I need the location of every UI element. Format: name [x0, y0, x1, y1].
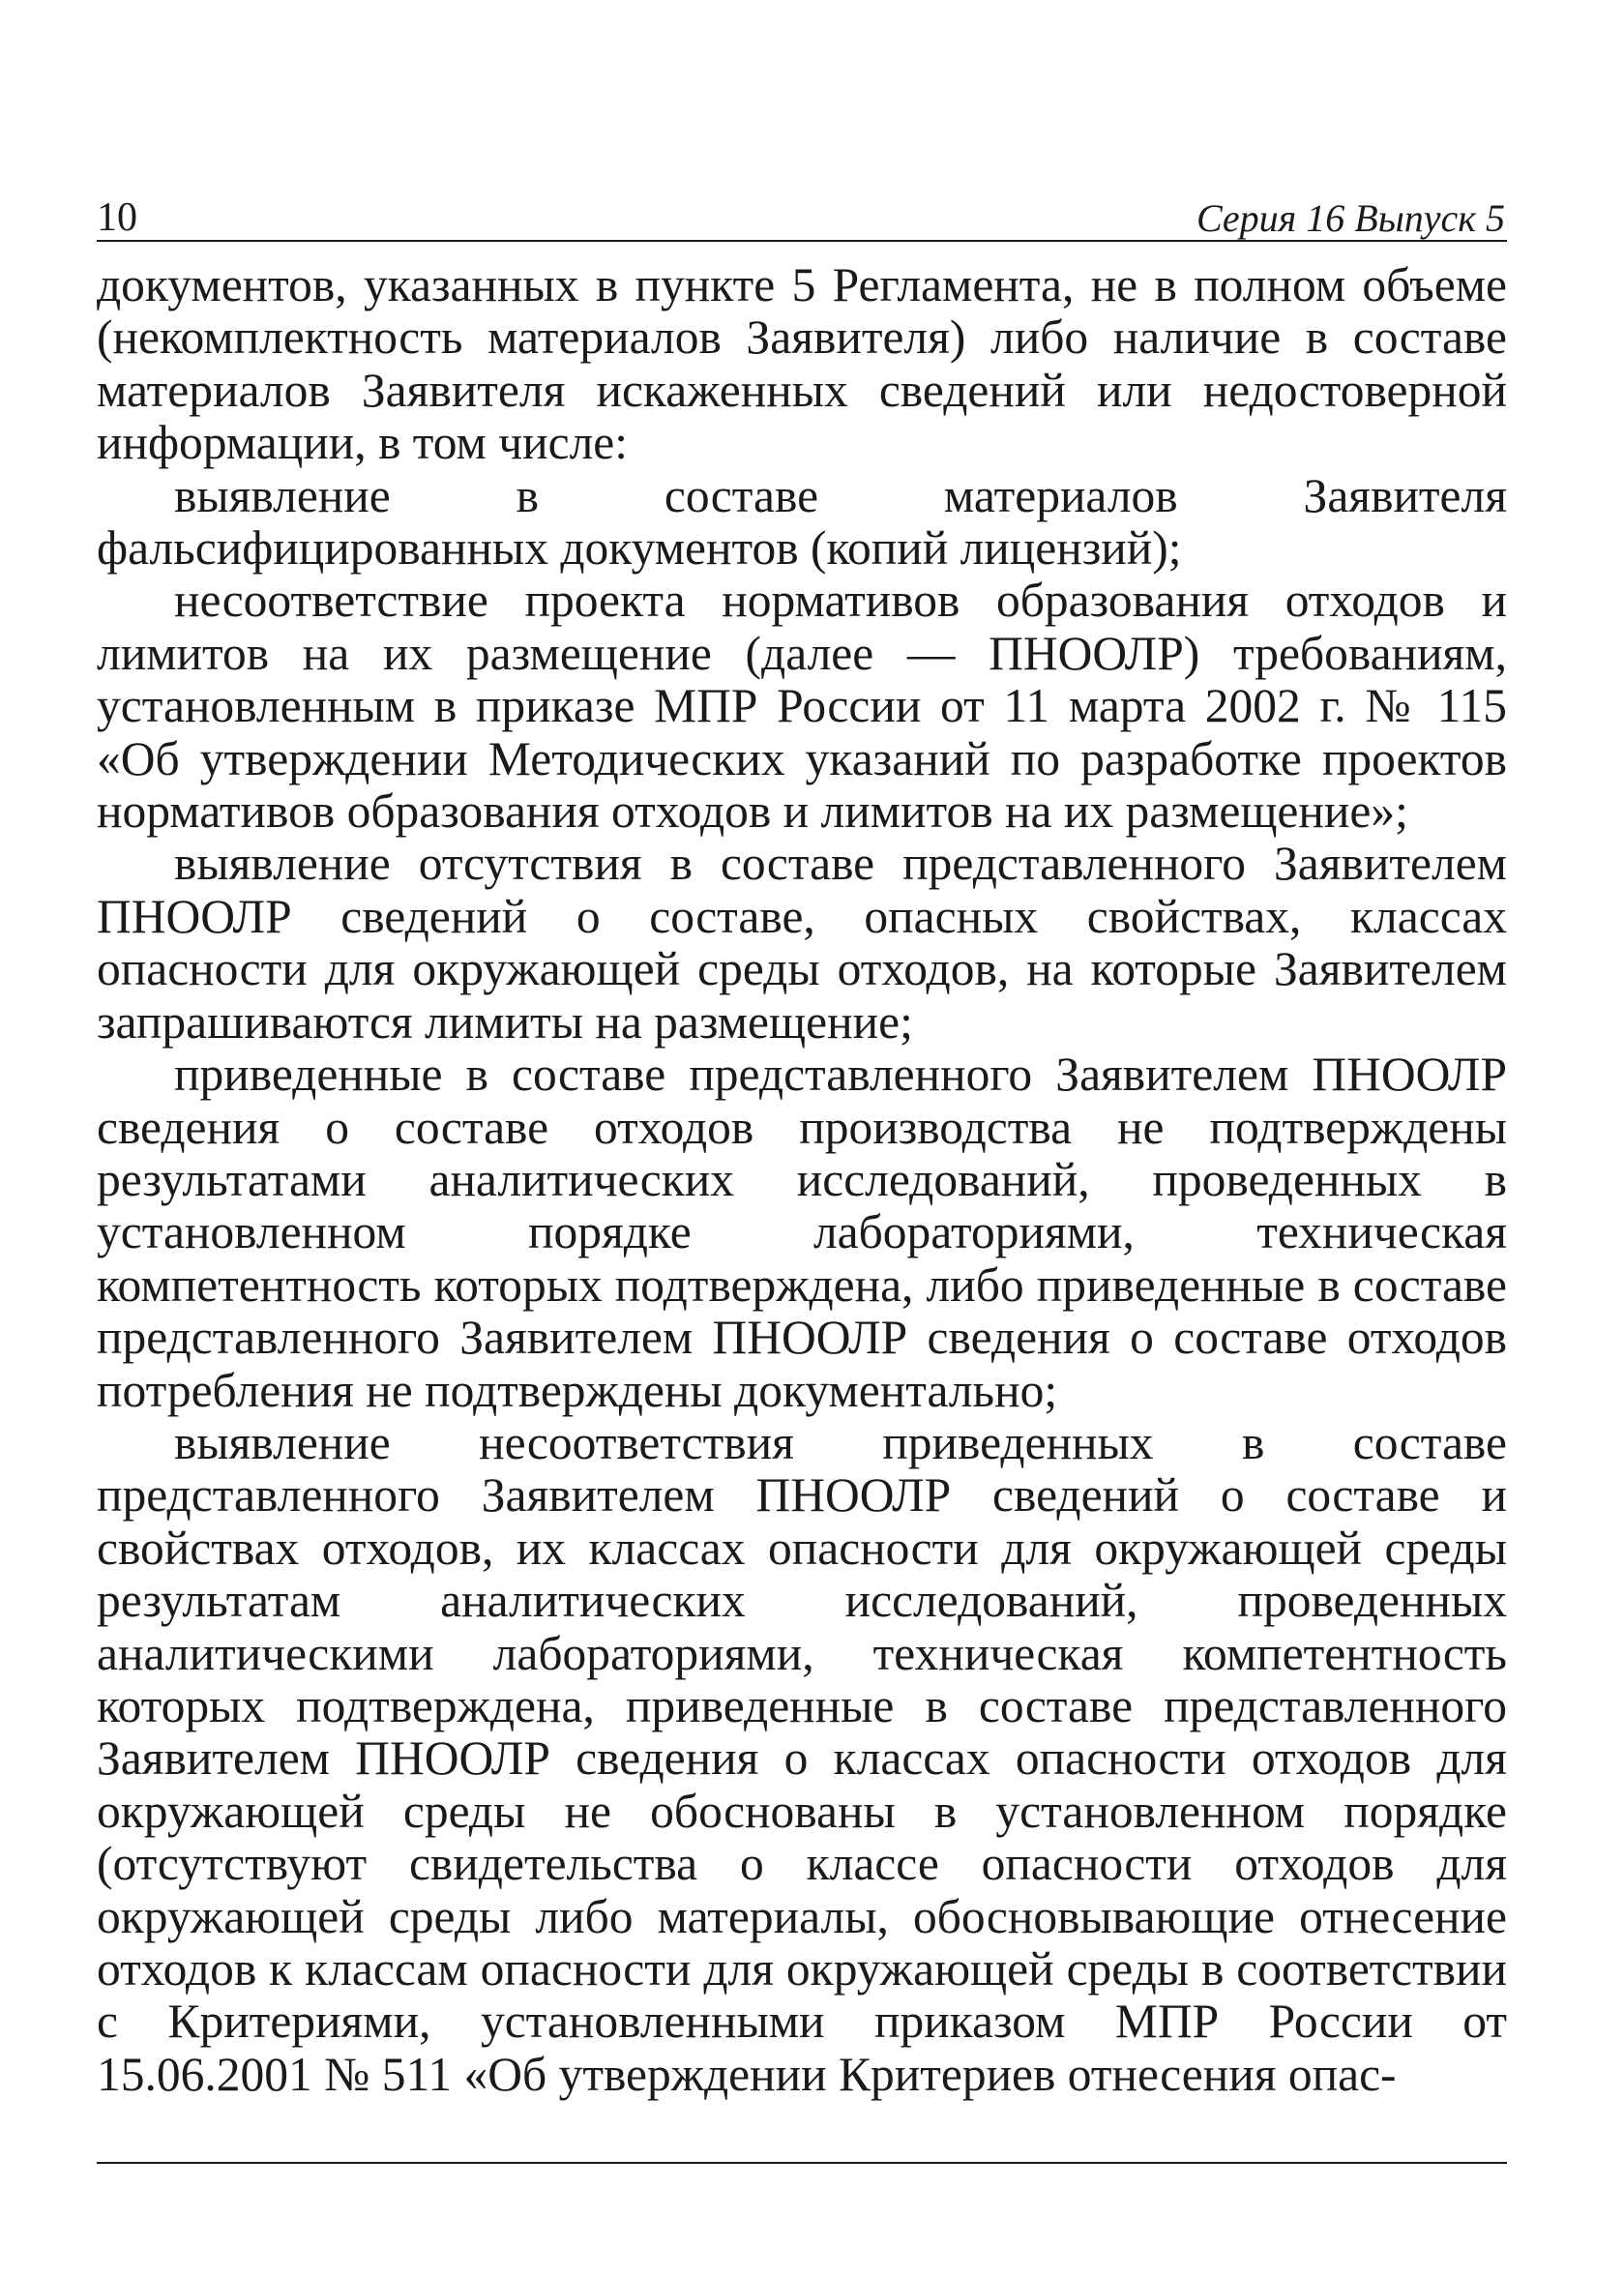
paragraph-continuation: документов, указанных в пункте 5 Регламента, не в полном объеме (некомплектность материалов Заявителя) либо наличие в составе материалов Заявителя искаженных сведений или недостоверной информации, в том числе: — [97, 258, 1507, 470]
footer-rule — [97, 2162, 1507, 2164]
paragraph-falsified-documents: выявление в составе материалов Заявителя фальсифицированных документов (копий лицензий); — [97, 468, 1507, 576]
paragraph-hazard-class-mismatch: выявление несоответствия приведенных в составе представленного Заявителем ПНООЛР сведений о составе и свойствах отходов, их классах опасности для окружающей среды результатам аналитических исследований, проведенных аналитическими лабораториями, техническая компетентность которых подтверждена, приведенные в составе представленного Заявителем ПНООЛР сведения о классах опасности отходов для окружающей среды не обоснованы в установленном порядке (отсутствуют свидетельства о классе опасности отходов для окружающей среды либо материалы, обосновывающие отнесение отходов к классам опасности для окружающей среды в соответствии с Критериями, установленными приказом МПР России от 15.06.2001 № 511 «Об утверждении Критериев отнесения опас- — [97, 1415, 1507, 2101]
running-head: Серия 16 Выпуск 5 — [1196, 196, 1505, 240]
paragraph-unconfirmed-composition: приведенные в составе представленного Заявителем ПНООЛР сведения о составе отходов производства не подтверждены результатами аналитических исследований, проведенных в установленном порядке лабораториями, техническая компетентность которых подтверждена, либо приведенные в составе представленного Заявителем ПНООЛР сведения о составе отходов потребления не подтверждены документально; — [97, 1048, 1507, 1417]
paragraph-missing-information: выявление отсутствия в составе представленного Заявителем ПНООЛР сведений о составе, опасных свойствах, классах опасности для окружающей среды отходов, на которые Заявителем запрашиваются лимиты на размещение; — [97, 837, 1507, 1049]
body-text — [97, 259, 1507, 2101]
paragraph-pnoolr-noncompliance: несоответствие проекта нормативов образования отходов и лимитов на их размещение (далее — ПНООЛР) требованиям, установленным в приказе МПР России от 11 марта 2002 г. № 115 «Об утверждении Методических указаний по разработке проектов нормативов образования отходов и лимитов на их размещение»; — [97, 574, 1507, 839]
page-number: 10 — [97, 195, 137, 240]
page-header — [97, 192, 1507, 242]
